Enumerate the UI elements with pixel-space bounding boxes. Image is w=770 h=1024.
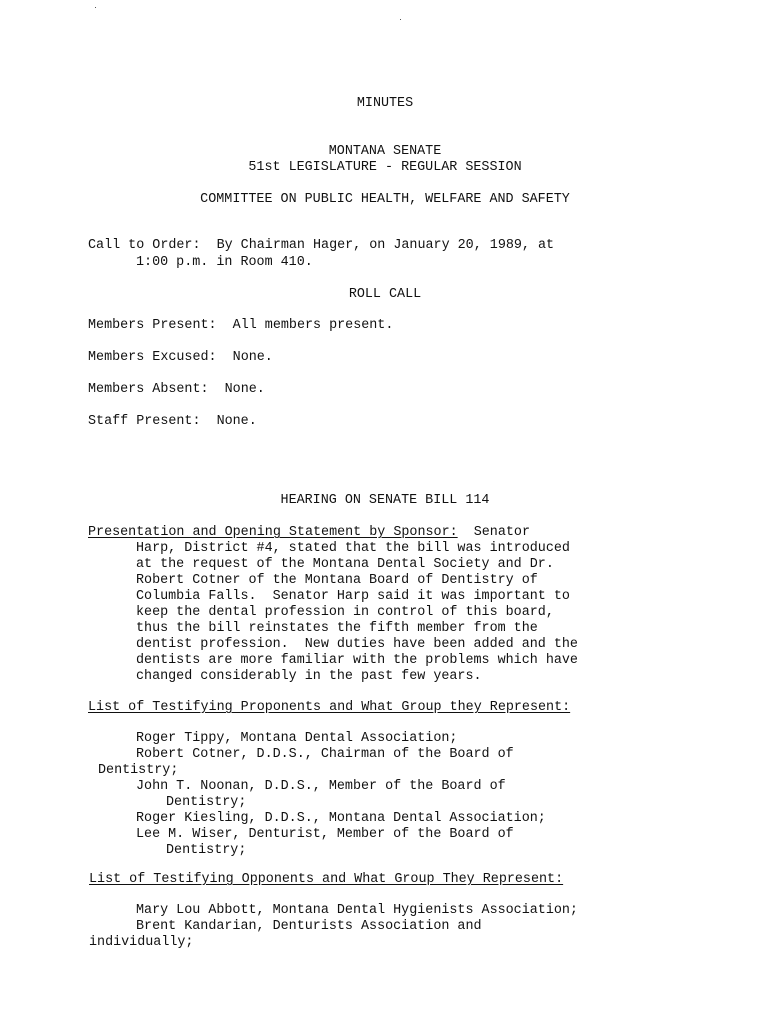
proponent-line: Dentistry; [166,843,247,858]
call-to-order-line [88,238,554,254]
members-present-label: Members Present: [88,318,217,333]
roll-call-heading: ROLL CALL [348,287,422,302]
proponent-line: Dentistry; [98,763,179,778]
body-name: MONTANA SENATE [328,144,442,159]
presentation-line: thus the bill reinstates the fifth member from the [136,621,538,636]
committee-name: COMMITTEE ON PUBLIC HEALTH, WELFARE AND SAFETY [200,192,570,207]
staff-present-label: Staff Present: [88,414,201,429]
presentation-first-word: Senator [473,525,530,540]
proponent-line: Roger Tippy, Montana Dental Association; [136,731,458,746]
members-absent-label: Members Absent: [88,382,209,397]
presentation-line: at the request of the Montana Dental Society and Dr. [136,557,554,572]
staff-present-line [88,414,257,430]
members-excused-value: None. [232,350,273,365]
presentation-line: dentists are more familiar with the problems which have [136,653,578,668]
presentation-line: Robert Cotner of the Montana Board of Dentistry of [136,573,538,588]
proponent-line: Lee M. Wiser, Denturist, Member of the Board of [136,827,514,842]
proponents-heading: List of Testifying Proponents and What Group they Represent: [88,700,571,715]
call-to-order-label: Call to Order: [88,238,201,253]
call-to-order-text: By Chairman Hager, on January 20, 1989, at [216,238,555,253]
document-title: MINUTES [356,96,414,111]
call-to-order-continuation: 1:00 p.m. in Room 410. [136,255,313,270]
opponent-line: Mary Lou Abbott, Montana Dental Hygienists Association; [136,903,578,918]
opponent-line: individually; [89,935,194,950]
members-absent-value: None. [224,382,265,397]
presentation-heading-line [88,525,530,541]
scan-speck [95,7,96,8]
members-excused-label: Members Excused: [88,350,217,365]
proponent-line: Robert Cotner, D.D.S., Chairman of the Board of [136,747,514,762]
members-excused-line [88,350,273,366]
presentation-line: changed considerably in the past few years. [136,669,482,684]
members-present-value: All members present. [232,318,394,333]
presentation-line: dentist profession. New duties have been added and the [136,637,578,652]
members-absent-line [88,382,265,398]
proponent-line: Dentistry; [166,795,247,810]
presentation-line: keep the dental profession in control of this board, [136,605,554,620]
scan-speck [400,19,401,20]
proponent-line: John T. Noonan, D.D.S., Member of the Board of [136,779,506,794]
session-line: 51st LEGISLATURE - REGULAR SESSION [248,160,522,175]
staff-present-value: None. [216,414,257,429]
presentation-heading: Presentation and Opening Statement by Sponsor: [88,525,458,540]
presentation-line: Harp, District #4, stated that the bill was introduced [136,541,570,556]
opponent-line: Brent Kandarian, Denturists Association and [136,919,482,934]
proponent-line: Roger Kiesling, D.D.S., Montana Dental Association; [136,811,546,826]
members-present-line [88,318,393,334]
opponents-heading: List of Testifying Opponents and What Group They Represent: [89,872,564,887]
presentation-line: Columbia Falls. Senator Harp said it was important to [136,589,570,604]
hearing-heading: HEARING ON SENATE BILL 114 [280,493,490,508]
